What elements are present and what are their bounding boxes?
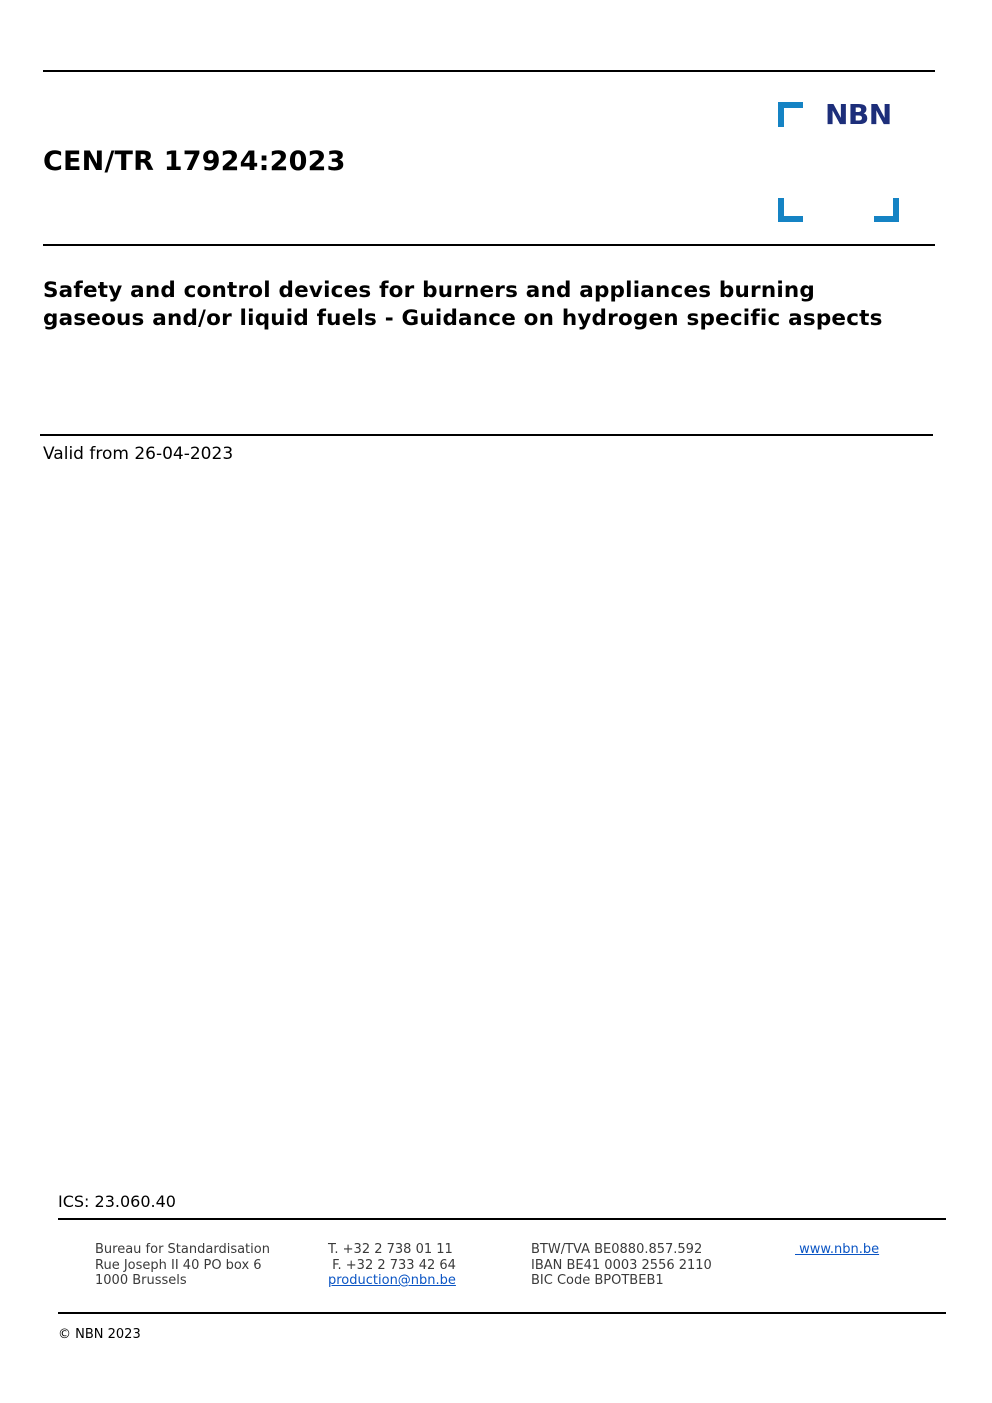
iban-number: IBAN BE41 0003 2556 2110 (531, 1257, 712, 1273)
fax-number: F. +32 2 733 42 64 (328, 1257, 456, 1273)
bic-code: BIC Code BPOTBEB1 (531, 1273, 664, 1288)
footer-contact (328, 1242, 456, 1289)
title-rule (40, 434, 933, 436)
footer-banking (531, 1242, 712, 1289)
logo-corner-top-left (778, 102, 803, 127)
ics-code: ICS: 23.060.40 (58, 1192, 176, 1211)
address-line-1: Bureau for Standardisation (95, 1242, 270, 1257)
vat-number: BTW/TVA BE0880.857.592 (531, 1242, 703, 1257)
address-line-2: Rue Joseph II 40 PO box 6 (95, 1257, 262, 1273)
copyright-notice: © NBN 2023 (58, 1327, 141, 1342)
email-link[interactable]: production@nbn.be (328, 1273, 456, 1288)
valid-from-date: Valid from 26-04-2023 (43, 444, 234, 464)
logo-corner-bottom-left (778, 198, 803, 222)
footer-top-rule (58, 1218, 946, 1220)
logo-text: NBN (825, 98, 892, 131)
website-link[interactable]: www.nbn.be (795, 1242, 880, 1257)
header-rule (43, 244, 935, 246)
footer-bottom-rule (58, 1312, 946, 1314)
footer-website (795, 1242, 879, 1258)
phone-number: T. +32 2 738 01 11 (328, 1242, 453, 1257)
top-rule (43, 70, 935, 72)
logo-corner-bottom-right (874, 198, 899, 222)
document-title: Safety and control devices for burners and appliances burning gaseous and/or liquid fuels - Guidance on hydrogen specific aspects (43, 278, 883, 331)
footer-address (95, 1242, 270, 1289)
document-id: CEN/TR 17924:2023 (43, 146, 346, 177)
nbn-logo (778, 100, 900, 224)
address-line-3: 1000 Brussels (95, 1273, 187, 1288)
